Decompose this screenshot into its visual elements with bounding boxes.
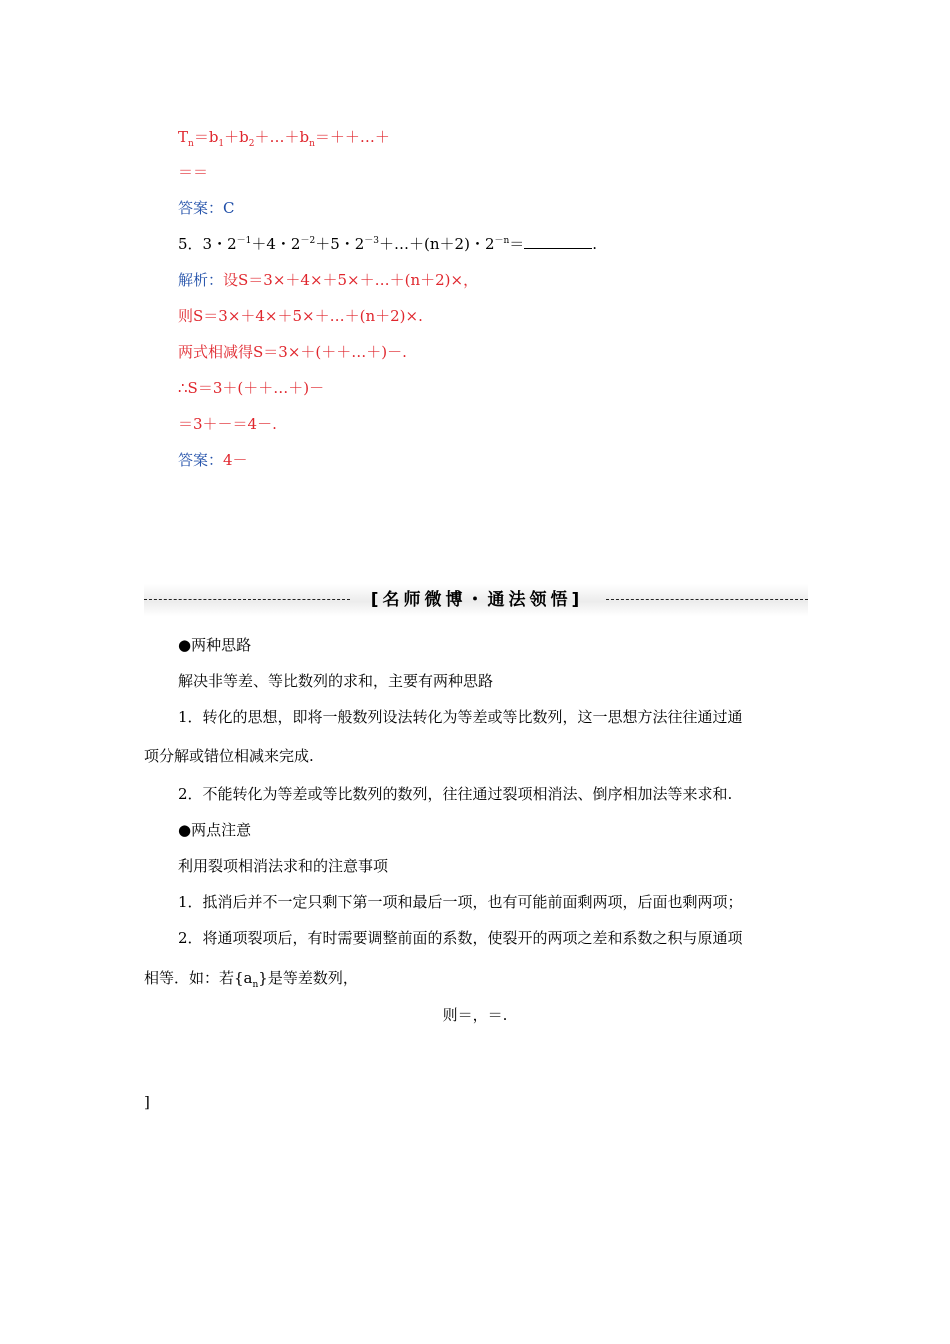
solution-line-2: 则S＝3×＋4×＋5×＋…＋(n＋2)×. [178, 307, 423, 325]
note-2-line-a: 2．将通项裂项后，有时需要调整前面的系数，使裂开的两项之差和系数之积与原通项 [178, 929, 743, 947]
solution-line-3: 两式相减得S＝3×＋(＋＋…＋)－. [178, 343, 407, 361]
answer-blank [524, 234, 592, 249]
point-2: 2．不能转化为等差或等比数列的数列，往往通过裂项相消法、倒序相加法等来求和. [178, 785, 733, 803]
note-2-line-b: 相等．如：若$\{a_n\}$是等差数列， [144, 969, 358, 990]
formula-line: 则＝，＝. [442, 1006, 508, 1024]
trailing-bracket: ] [144, 1093, 150, 1111]
point-1-line-b: 项分解或错位相减来完成. [144, 747, 314, 765]
banner-dash-right [606, 599, 808, 600]
banner-dash-left [144, 599, 350, 600]
solution-line-1: 解析：设S＝3×＋4×＋5×＋…＋(n＋2)×， [178, 271, 479, 289]
point-1-line-a: 1．转化的思想，即将一般数列设法转化为等差或等比数列，这一思想方法往往通过通 [178, 708, 743, 726]
note-1: 1．抵消后并不一定只剩下第一项和最后一项，也有可能前面剩两项，后面也剩两项； [178, 893, 743, 911]
intro-two-notes: 利用裂项相消法求和的注意事项 [178, 857, 389, 875]
solution-line-4: ∴S＝3＋(＋＋…＋)－ [178, 379, 325, 397]
banner-title: [名师微博・通法领悟] [370, 590, 584, 610]
equation-line: ＝＝ [178, 163, 209, 181]
heading-two-notes: ●两点注意 [178, 821, 252, 839]
solution-line-5: ＝3＋－＝4－. [178, 415, 277, 433]
answer-5: 答案：4－ [178, 451, 248, 469]
intro-two-ideas: 解决非等差、等比数列的求和，主要有两种思路 [178, 672, 494, 690]
section-banner [144, 584, 808, 616]
tn-sum-line: $T_n=b_1+b_2+\dots+b_n=++\dots+$ [178, 128, 390, 149]
heading-two-ideas: ●两种思路 [178, 636, 252, 654]
answer-c: 答案：C [178, 199, 235, 217]
problem-5: 5．3・$2^{-1}+4$・$2^{-2}+5$・$2^{-3}+\dots+(n+2)$・$2^{-n}=$ . [178, 235, 598, 253]
